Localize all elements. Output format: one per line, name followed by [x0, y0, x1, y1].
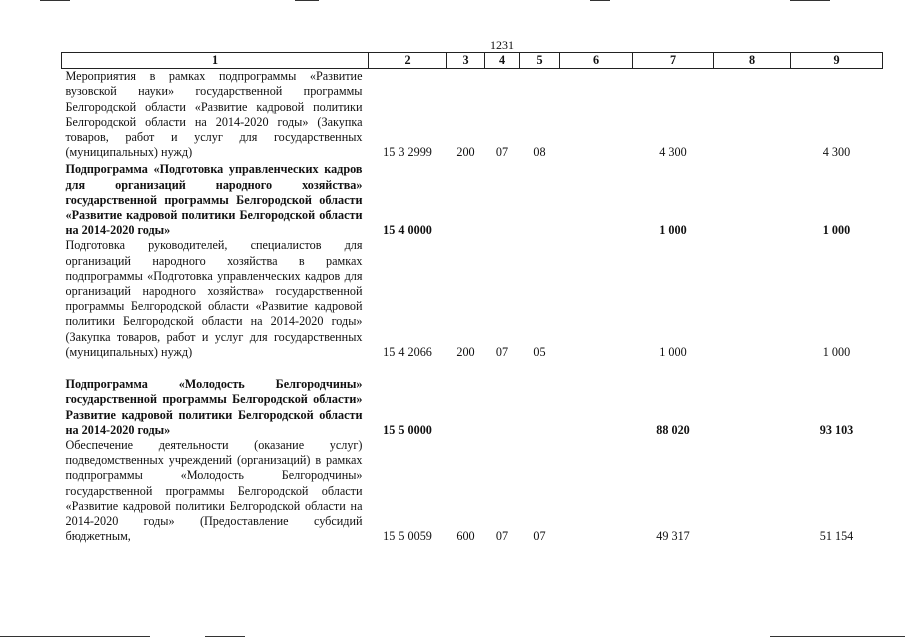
col-6: [560, 238, 633, 360]
table-row: [62, 360, 883, 438]
amount-col-7: 1 000: [659, 223, 687, 238]
scan-mark: [770, 636, 905, 637]
header-cell: 1: [62, 53, 369, 69]
subsection: 08: [533, 145, 546, 160]
target-code: 15 3 2999: [383, 145, 432, 160]
amount-col-9: 4 300: [822, 145, 851, 160]
row-description: Подпрограмма «Подготовка управленческих кадров для организаций народного хозяйства» государственной программы Белгородской области «Развитие кадровой политики Белгородской области на 2014-2020 годы»: [65, 162, 363, 238]
header-cell: 9: [791, 53, 883, 69]
scan-mark: [40, 0, 70, 1]
amount-col-7: 49 317: [656, 529, 690, 544]
budget-table: [61, 52, 883, 544]
section: 07: [495, 344, 509, 359]
col-8: [714, 360, 791, 438]
amount-col-9: 1 000: [822, 344, 851, 359]
subsection: [520, 160, 560, 238]
header-cell: 8: [714, 53, 791, 69]
header-cell: 7: [633, 53, 714, 69]
col-8: [714, 69, 791, 161]
header-cell: 2: [369, 53, 447, 69]
amount-col-9: 93 103: [819, 422, 854, 437]
target-code: 15 5 0000: [383, 422, 432, 437]
subsection: [520, 360, 560, 438]
expense-type: [447, 160, 485, 238]
row-description: Обеспечение деятельности (оказание услуг) подведомственных учреждений (организаций) в рамках подпрограммы «Молодость Белгородчины» государственной программы Белгородской области «Развитие кадровой политики Белгородской области на 2014-2020 годы» (Предоставление субсидий бюджетным,: [65, 438, 363, 544]
table-row: [62, 160, 883, 238]
row-description: Мероприятия в рамках подпрограммы «Развитие вузовской науки» государственной программы Белгородской области «Развитие кадровой политики Белгородской области на 2014-2020 годы» (Закупка товаров, работ и услуг для государственных (муниципальных) нужд): [65, 69, 363, 160]
col-8: [714, 438, 791, 544]
table-row: [62, 238, 883, 360]
amount-col-9: 1 000: [822, 223, 851, 238]
expense-type: 200: [456, 145, 475, 160]
table-header: [62, 53, 883, 69]
table-row: [62, 69, 883, 161]
target-code: 15 5 0059: [383, 529, 432, 544]
section: 07: [495, 529, 509, 544]
amount-col-7: 4 300: [659, 145, 687, 160]
page-number: 1231: [490, 38, 514, 52]
col-6: [560, 69, 633, 161]
section: [485, 360, 520, 438]
header-cell: 4: [485, 53, 520, 69]
subsection: 07: [533, 529, 546, 544]
scan-mark: [0, 636, 150, 637]
section: 07: [495, 145, 509, 160]
scan-mark: [295, 0, 319, 1]
expense-type: [447, 360, 485, 438]
scan-mark: [590, 0, 610, 1]
amount-col-7: 1 000: [659, 344, 687, 359]
amount-col-9: 51 154: [819, 529, 854, 544]
col-8: [714, 160, 791, 238]
amount-col-7: 88 020: [656, 422, 690, 437]
target-code: 15 4 2066: [383, 344, 432, 359]
scan-mark: [790, 0, 830, 1]
row-description: Подпрограмма «Молодость Белгородчины» государственной программы Белгородской области» Развитие кадровой политики Белгородской области на 2014-2020 годы»: [65, 377, 363, 437]
expense-type: 200: [456, 344, 475, 359]
col-8: [714, 238, 791, 360]
row-description: Подготовка руководителей, специалистов для организаций народного хозяйства в рамках подпрограммы «Подготовка управленческих кадров для организаций народного хозяйства» государственной программы Белгородской области «Развитие кадровой политики Белгородской области на 2014-2020 годы» (Закупка товаров, работ и услуг для государственных (муниципальных) нужд): [65, 238, 363, 359]
col-6: [560, 438, 633, 544]
header-cell: 3: [447, 53, 485, 69]
col-6: [560, 160, 633, 238]
section: [485, 160, 520, 238]
subsection: 05: [533, 344, 546, 359]
header-cell: 5: [520, 53, 560, 69]
table-row: [62, 438, 883, 544]
col-6: [560, 360, 633, 438]
target-code: 15 4 0000: [383, 223, 432, 238]
header-cell: 6: [560, 53, 633, 69]
expense-type: 600: [456, 529, 475, 544]
scan-mark: [205, 636, 245, 637]
